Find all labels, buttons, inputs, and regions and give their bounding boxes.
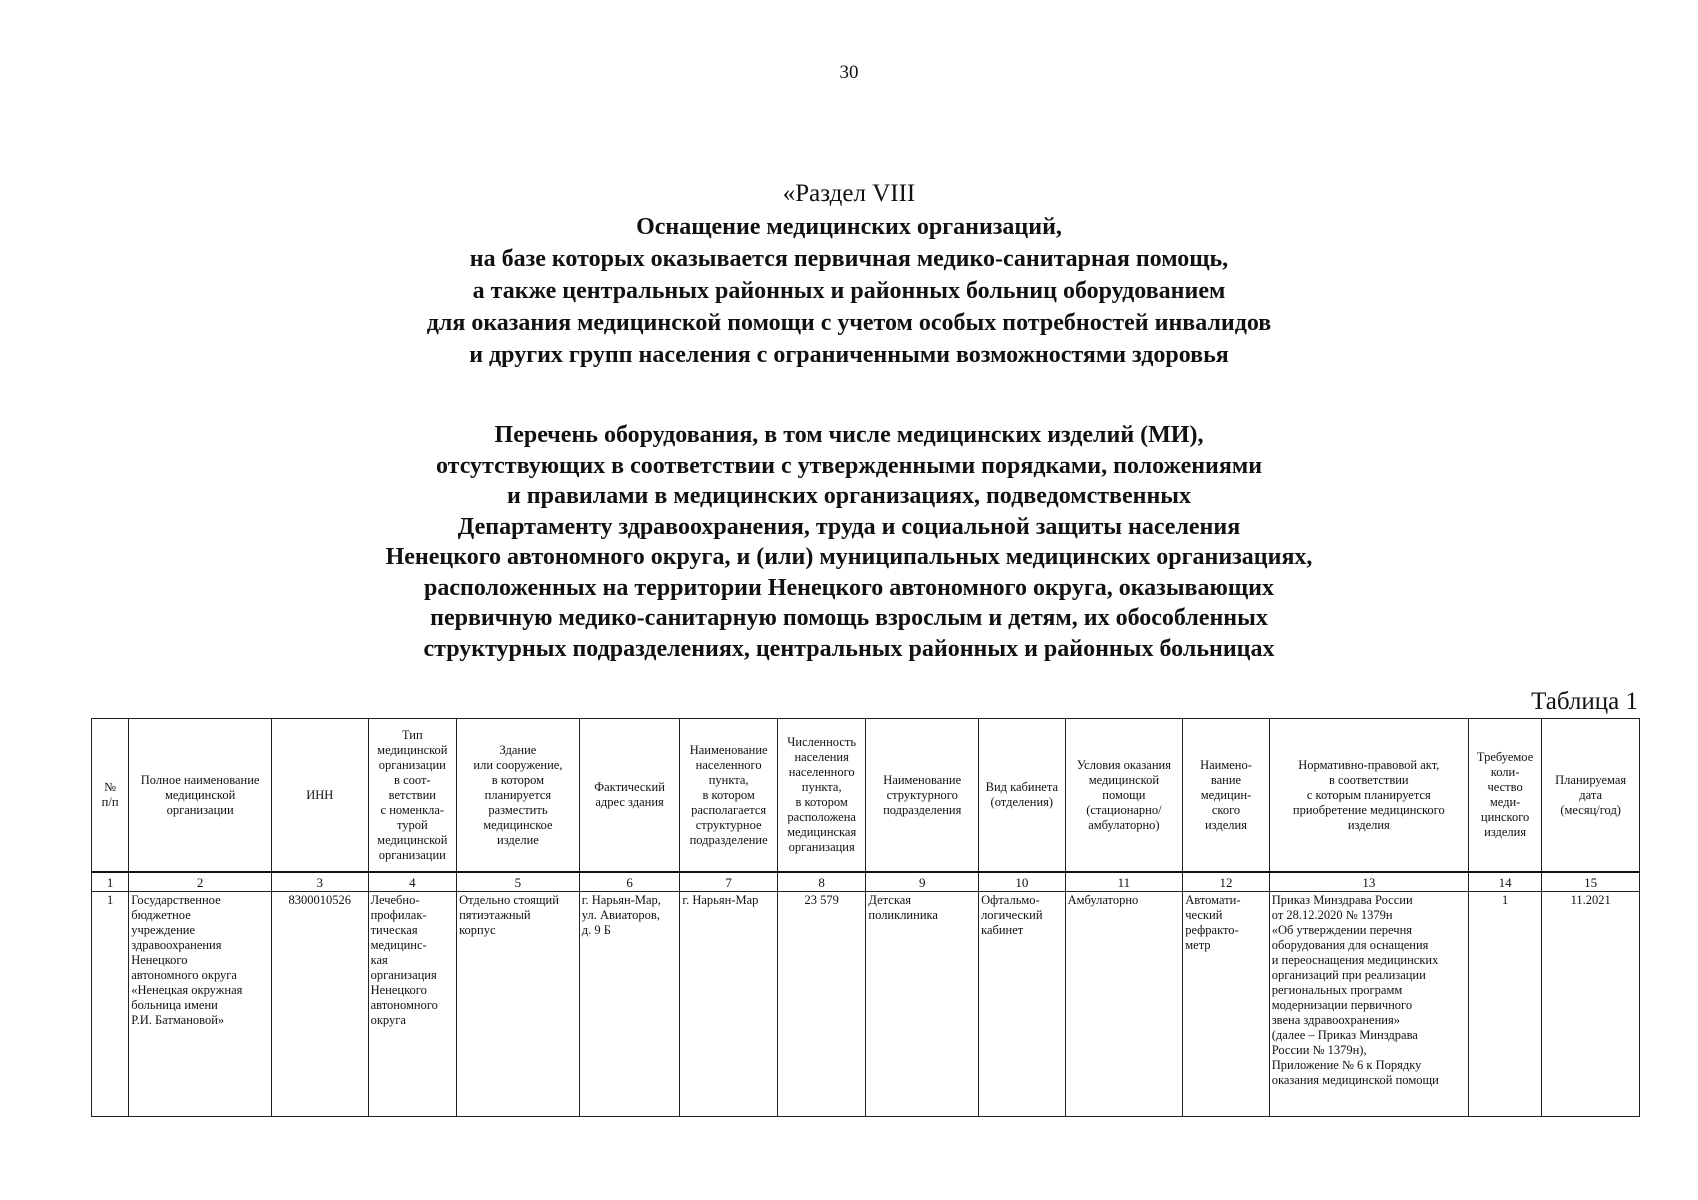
list-title-line: расположенных на территории Ненецкого автономного округа, оказывающих — [424, 574, 1274, 601]
column-number: 10 — [979, 872, 1066, 892]
header-cell-address: Фактический адрес здания — [579, 719, 680, 873]
column-number: 5 — [457, 872, 580, 892]
cell-inn: 8300010526 — [272, 892, 369, 1117]
column-number: 9 — [866, 872, 979, 892]
header-cell-legal-act: Нормативно-правовой акт, в соответствии с которым планируется приобретение медицинского изделия — [1269, 719, 1468, 873]
equipment-table — [91, 718, 1640, 1117]
section-title-line: а также центральных районных и районных больниц оборудованием — [472, 278, 1226, 304]
header-cell-locality: Наименование населенного пункта, в котором располагается структурное подразделение — [680, 719, 778, 873]
header-cell-subdivision: Наименование структурного подразделения — [866, 719, 979, 873]
list-title-line: отсутствующих в соответствии с утвержденными порядками, положениями — [435, 452, 1263, 479]
cell-org-type: Лечебно- профилак- тическая медицинс- кая организация Ненецкого автономного округа — [368, 892, 457, 1117]
cell-org-name: Государственное бюджетное учреждение здравоохранения Ненецкого автономного округа «Ненецкая окружная больница имени Р.И. Батмановой» — [129, 892, 272, 1117]
section-label: «Раздел VIII — [782, 180, 916, 207]
column-number: 7 — [680, 872, 778, 892]
table-caption: Таблица 1 — [1531, 688, 1638, 715]
header-cell-date: Планируемая дата (месяц/год) — [1542, 719, 1640, 873]
cell-legal-act: Приказ Минздрава России от 28.12.2020 № 1379н «Об утверждении перечня оборудования для оснащения и переоснащения медицинских организаций при реализации региональных программ модернизации первичного звена здравоохранения» (далее – Приказ Минздрава России № 1379н), Приложение № 6 к Порядку оказания медицинской помощи — [1269, 892, 1468, 1117]
section-title-line: на базе которых оказывается первичная медико-санитарная помощь, — [469, 246, 1229, 272]
column-number-row — [92, 872, 1640, 892]
list-title-line: Департаменту здравоохранения, труда и социальной защиты населения — [457, 513, 1241, 540]
list-title-line: Перечень оборудования, в том числе медицинских изделий (МИ), — [494, 422, 1204, 448]
column-number: 13 — [1269, 872, 1468, 892]
column-number: 4 — [368, 872, 457, 892]
column-number: 6 — [579, 872, 680, 892]
header-cell-building: Здание или сооружение, в котором планируется разместить медицинское изделие — [457, 719, 580, 873]
header-cell-inn: ИНН — [272, 719, 369, 873]
header-cell-quantity: Требуемое коли- чество меди- цинского изделия — [1468, 719, 1541, 873]
column-number: 8 — [777, 872, 866, 892]
column-number: 2 — [129, 872, 272, 892]
column-number: 12 — [1183, 872, 1270, 892]
table-header-row — [92, 719, 1640, 873]
header-cell-population: Численность населения населенного пункта, в котором расположена медицинская организация — [777, 719, 866, 873]
column-number: 11 — [1065, 872, 1183, 892]
column-number: 3 — [272, 872, 369, 892]
header-cell-org-type: Тип медицинской организации в соот- ветствии с номенкла- турой медицинской организации — [368, 719, 457, 873]
cell-quantity: 1 — [1468, 892, 1541, 1117]
cell-building: Отдельно стоящий пятиэтажный корпус — [457, 892, 580, 1117]
header-cell-number: № п/п — [92, 719, 129, 873]
list-title — [0, 420, 1698, 664]
section-title-line: и других групп населения с ограниченными возможностями здоровья — [469, 342, 1229, 368]
header-cell-org-name: Полное наименование медицинской организации — [129, 719, 272, 873]
cell-subdivision: Детская поликлиника — [866, 892, 979, 1117]
cell-locality: г. Нарьян-Мар — [680, 892, 778, 1117]
header-cell-conditions: Условия оказания медицинской помощи (стационарно/ амбулаторно) — [1065, 719, 1183, 873]
column-number: 1 — [92, 872, 129, 892]
column-number: 15 — [1542, 872, 1640, 892]
cell-device: Автомати- ческий рефракто- метр — [1183, 892, 1270, 1117]
list-title-line: Ненецкого автономного округа, и (или) муниципальных медицинских организациях, — [385, 544, 1313, 570]
cell-address: г. Нарьян-Мар, ул. Авиаторов, д. 9 Б — [579, 892, 680, 1117]
cell-date: 11.2021 — [1542, 892, 1640, 1117]
cell-number: 1 — [92, 892, 129, 1117]
section-title-line: для оказания медицинской помощи с учетом особых потребностей инвалидов — [426, 310, 1272, 336]
header-cell-device: Наимено- вание медицин- ского изделия — [1183, 719, 1270, 873]
header-cell-cabinet: Вид кабинета (отделения) — [979, 719, 1066, 873]
section-title-line: Оснащение медицинских организаций, — [636, 214, 1062, 240]
cell-population: 23 579 — [777, 892, 866, 1117]
cell-conditions: Амбулаторно — [1065, 892, 1183, 1117]
list-title-line: структурных подразделениях, центральных районных и районных больницах — [423, 635, 1275, 662]
section-title — [0, 211, 1698, 371]
table-row — [92, 892, 1640, 1117]
column-number: 14 — [1468, 872, 1541, 892]
page-number: 30 — [839, 62, 859, 83]
cell-cabinet: Офтальмо- логический кабинет — [979, 892, 1066, 1117]
list-title-line: первичную медико-санитарную помощь взрослым и детям, их обособленных — [430, 605, 1268, 631]
list-title-line: и правилами в медицинских организациях, подведомственных — [506, 483, 1192, 509]
